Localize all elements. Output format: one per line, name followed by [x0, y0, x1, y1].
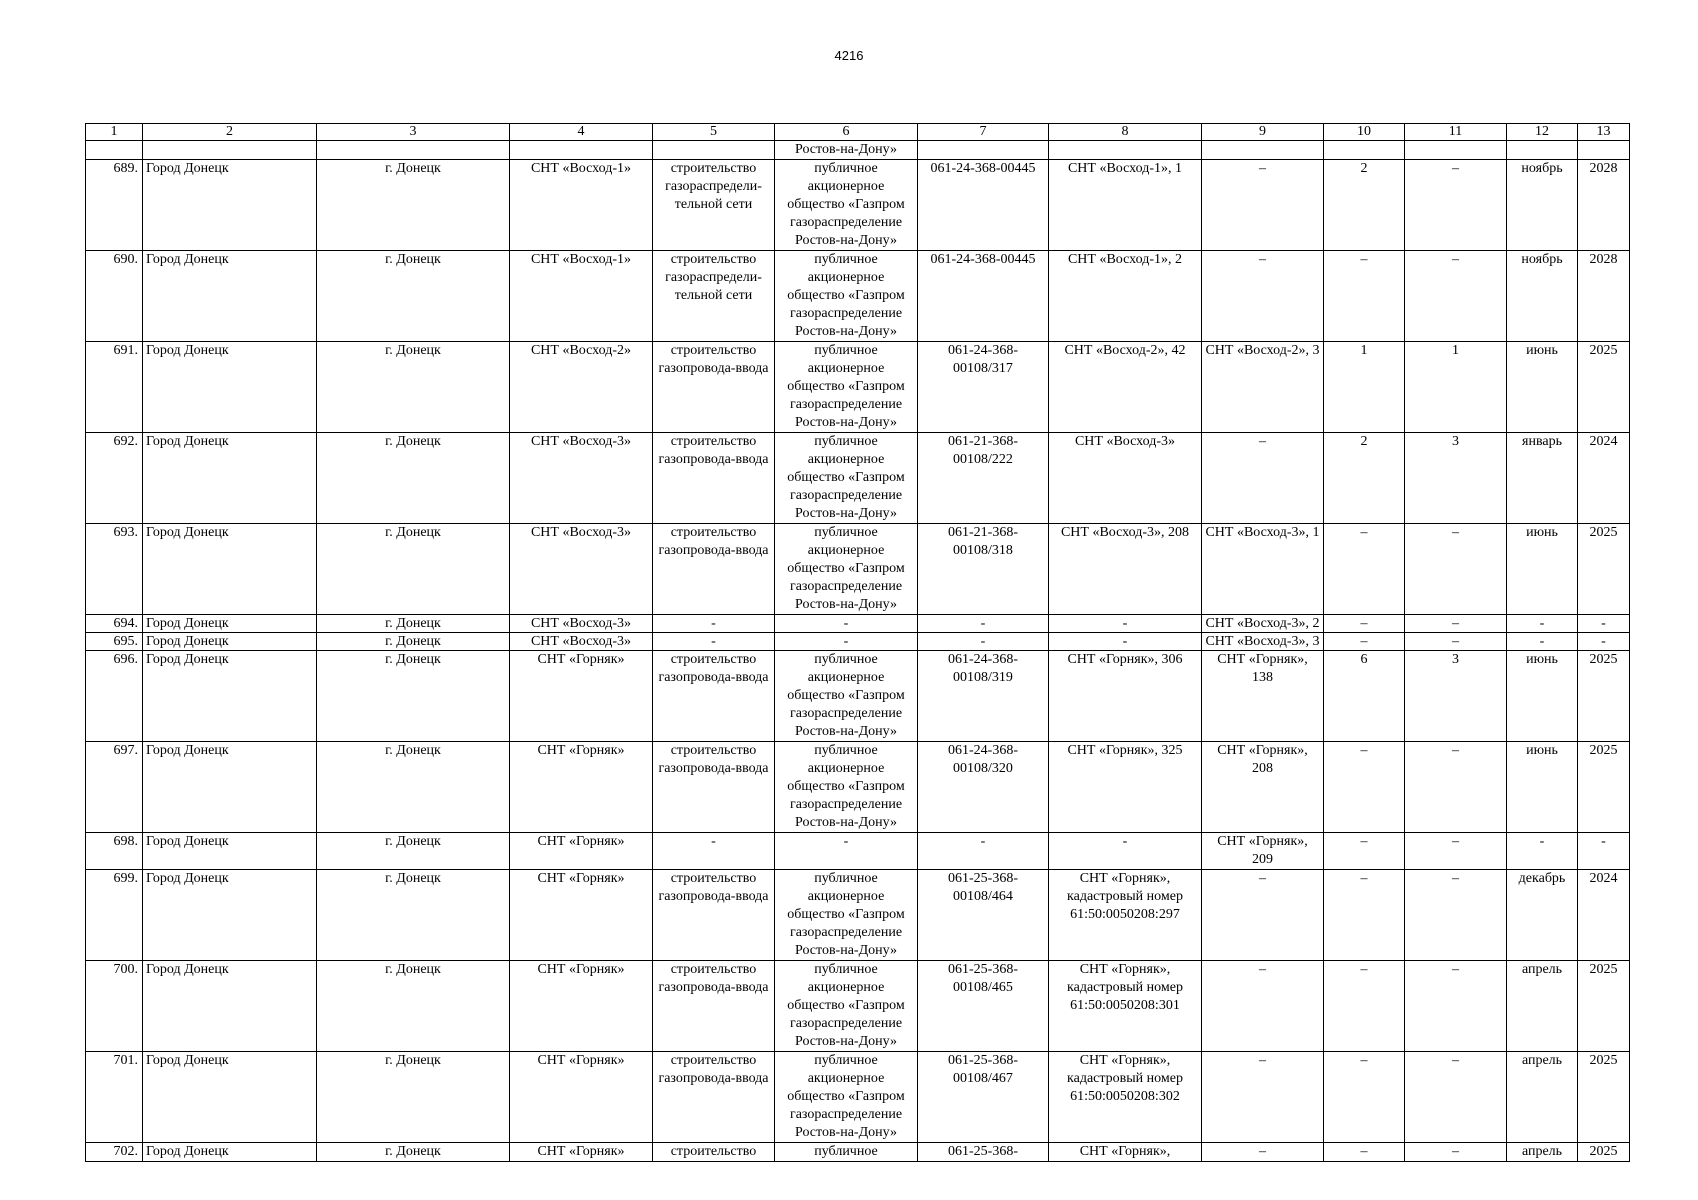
column-number: 6: [775, 124, 918, 141]
work-type-cell: строительство газопровода-ввода: [653, 961, 775, 1052]
month-cell: ноябрь: [1507, 160, 1578, 251]
address-cell: СНТ «Горняк», кадастровый номер 61:50:0050208:297: [1049, 870, 1202, 961]
row-number-cell: 696.: [86, 651, 143, 742]
table-cell: [1324, 141, 1405, 160]
column-number: 7: [918, 124, 1049, 141]
count-cell: –: [1324, 524, 1405, 615]
table-row: [86, 160, 1630, 251]
connection-address-cell: СНТ «Горняк», 138: [1202, 651, 1324, 742]
row-number-cell: 702.: [86, 1143, 143, 1162]
permit-number-cell: 061-21-368-00108/318: [918, 524, 1049, 615]
connection-address-cell: –: [1202, 251, 1324, 342]
count-cell: –: [1405, 160, 1507, 251]
count-cell: –: [1405, 870, 1507, 961]
settlement-cell: г. Донецк: [317, 633, 510, 651]
table-cell: [653, 141, 775, 160]
table-row: [86, 633, 1630, 651]
column-number: 1: [86, 124, 143, 141]
settlement-cell: г. Донецк: [317, 961, 510, 1052]
municipality-cell: Город Донецк: [143, 251, 317, 342]
connection-address-cell: –: [1202, 1052, 1324, 1143]
count-cell: –: [1324, 1052, 1405, 1143]
municipality-cell: Город Донецк: [143, 961, 317, 1052]
table-row: [86, 833, 1630, 870]
operator-cell: -: [775, 615, 918, 633]
year-cell: 2028: [1578, 160, 1630, 251]
row-number-cell: 699.: [86, 870, 143, 961]
table-row: [86, 742, 1630, 833]
row-number-cell: 694.: [86, 615, 143, 633]
column-number: 8: [1049, 124, 1202, 141]
municipality-cell: Город Донецк: [143, 615, 317, 633]
table-cell: [510, 141, 653, 160]
month-cell: -: [1507, 615, 1578, 633]
municipality-cell: Город Донецк: [143, 833, 317, 870]
settlement-cell: г. Донецк: [317, 433, 510, 524]
count-cell: 2: [1324, 433, 1405, 524]
count-cell: –: [1324, 633, 1405, 651]
column-number: 10: [1324, 124, 1405, 141]
settlement-cell: г. Донецк: [317, 651, 510, 742]
object-cell: СНТ «Восход-1»: [510, 160, 653, 251]
table-cell: [1405, 141, 1507, 160]
work-type-cell: строительство газопровода-ввода: [653, 433, 775, 524]
work-type-cell: строительство газопровода-ввода: [653, 870, 775, 961]
permit-number-cell: 061-25-368-00108/467: [918, 1052, 1049, 1143]
connection-address-cell: –: [1202, 961, 1324, 1052]
count-cell: –: [1324, 1143, 1405, 1162]
month-cell: июнь: [1507, 742, 1578, 833]
municipality-cell: Город Донецк: [143, 870, 317, 961]
row-number-cell: 700.: [86, 961, 143, 1052]
count-cell: –: [1405, 961, 1507, 1052]
operator-cell: публичное акционерное общество «Газпром газораспределение Ростов-на-Дону»: [775, 870, 918, 961]
table-cell: [1049, 141, 1202, 160]
connection-address-cell: СНТ «Горняк», 209: [1202, 833, 1324, 870]
address-cell: -: [1049, 615, 1202, 633]
permit-number-cell: 061-25-368-00108/464: [918, 870, 1049, 961]
row-number-cell: 689.: [86, 160, 143, 251]
address-cell: СНТ «Горняк», кадастровый номер 61:50:0050208:301: [1049, 961, 1202, 1052]
column-number: 3: [317, 124, 510, 141]
table-row: [86, 1143, 1630, 1162]
year-cell: 2025: [1578, 342, 1630, 433]
row-number-cell: 701.: [86, 1052, 143, 1143]
address-cell: СНТ «Горняк»,: [1049, 1143, 1202, 1162]
year-cell: -: [1578, 633, 1630, 651]
connection-address-cell: –: [1202, 870, 1324, 961]
table-cell: [143, 141, 317, 160]
count-cell: –: [1405, 524, 1507, 615]
year-cell: 2024: [1578, 433, 1630, 524]
permit-number-cell: 061-21-368-00108/222: [918, 433, 1049, 524]
object-cell: СНТ «Горняк»: [510, 651, 653, 742]
work-type-cell: строительство газопровода-ввода: [653, 1052, 775, 1143]
count-cell: 6: [1324, 651, 1405, 742]
column-number: 9: [1202, 124, 1324, 141]
table-cell: [918, 141, 1049, 160]
object-cell: СНТ «Горняк»: [510, 1143, 653, 1162]
work-type-cell: строительство газопровода-ввода: [653, 524, 775, 615]
operator-cell: публичное акционерное общество «Газпром газораспределение Ростов-на-Дону»: [775, 524, 918, 615]
table-row: [86, 1052, 1630, 1143]
object-cell: СНТ «Восход-1»: [510, 251, 653, 342]
object-cell: СНТ «Горняк»: [510, 961, 653, 1052]
column-number: 4: [510, 124, 653, 141]
settlement-cell: г. Донецк: [317, 870, 510, 961]
operator-cell: -: [775, 633, 918, 651]
operator-cell: Ростов-на-Дону»: [775, 141, 918, 160]
count-cell: 1: [1405, 342, 1507, 433]
table-cell: [1202, 141, 1324, 160]
municipality-cell: Город Донецк: [143, 160, 317, 251]
permit-number-cell: -: [918, 615, 1049, 633]
count-cell: –: [1405, 1143, 1507, 1162]
connection-address-cell: СНТ «Восход-3», 3: [1202, 633, 1324, 651]
continuation-row: [86, 141, 1630, 160]
year-cell: 2025: [1578, 742, 1630, 833]
operator-cell: публичное акционерное общество «Газпром газораспределение Ростов-на-Дону»: [775, 961, 918, 1052]
municipality-cell: Город Донецк: [143, 524, 317, 615]
year-cell: -: [1578, 833, 1630, 870]
work-type-cell: -: [653, 633, 775, 651]
year-cell: 2025: [1578, 524, 1630, 615]
month-cell: январь: [1507, 433, 1578, 524]
month-cell: ноябрь: [1507, 251, 1578, 342]
row-number-cell: 697.: [86, 742, 143, 833]
operator-cell: -: [775, 833, 918, 870]
table-row: [86, 433, 1630, 524]
permit-number-cell: 061-24-368-00108/319: [918, 651, 1049, 742]
municipality-cell: Город Донецк: [143, 433, 317, 524]
count-cell: –: [1405, 742, 1507, 833]
year-cell: 2025: [1578, 961, 1630, 1052]
table-row: [86, 870, 1630, 961]
column-number: 12: [1507, 124, 1578, 141]
row-number-cell: 690.: [86, 251, 143, 342]
object-cell: СНТ «Восход-3»: [510, 615, 653, 633]
year-cell: 2024: [1578, 870, 1630, 961]
row-number-cell: 698.: [86, 833, 143, 870]
operator-cell: публичное акционерное общество «Газпром газораспределение Ростов-на-Дону»: [775, 433, 918, 524]
year-cell: 2028: [1578, 251, 1630, 342]
count-cell: –: [1324, 833, 1405, 870]
address-cell: СНТ «Восход-3», 208: [1049, 524, 1202, 615]
row-number-cell: 692.: [86, 433, 143, 524]
municipality-cell: Город Донецк: [143, 1052, 317, 1143]
work-type-cell: строительство: [653, 1143, 775, 1162]
address-cell: СНТ «Горняк», кадастровый номер 61:50:0050208:302: [1049, 1052, 1202, 1143]
work-type-cell: строительство газопровода-ввода: [653, 742, 775, 833]
year-cell: 2025: [1578, 1143, 1630, 1162]
connection-address-cell: –: [1202, 160, 1324, 251]
column-number-row: [86, 124, 1630, 141]
count-cell: –: [1405, 251, 1507, 342]
settlement-cell: г. Донецк: [317, 160, 510, 251]
object-cell: СНТ «Восход-3»: [510, 524, 653, 615]
table-cell: [1507, 141, 1578, 160]
connection-address-cell: СНТ «Восход-2», 3: [1202, 342, 1324, 433]
permit-number-cell: 061-25-368-00108/465: [918, 961, 1049, 1052]
settlement-cell: г. Донецк: [317, 251, 510, 342]
year-cell: 2025: [1578, 1052, 1630, 1143]
permit-number-cell: 061-24-368-00108/317: [918, 342, 1049, 433]
count-cell: –: [1405, 833, 1507, 870]
row-number-cell: 695.: [86, 633, 143, 651]
month-cell: декабрь: [1507, 870, 1578, 961]
column-number: 11: [1405, 124, 1507, 141]
address-cell: СНТ «Восход-3»: [1049, 433, 1202, 524]
permit-number-cell: 061-24-368-00108/320: [918, 742, 1049, 833]
work-type-cell: -: [653, 833, 775, 870]
object-cell: СНТ «Горняк»: [510, 870, 653, 961]
address-cell: СНТ «Восход-2», 42: [1049, 342, 1202, 433]
column-number: 2: [143, 124, 317, 141]
connection-address-cell: СНТ «Горняк», 208: [1202, 742, 1324, 833]
settlement-cell: г. Донецк: [317, 1052, 510, 1143]
object-cell: СНТ «Восход-2»: [510, 342, 653, 433]
address-cell: СНТ «Восход-1», 1: [1049, 160, 1202, 251]
month-cell: -: [1507, 833, 1578, 870]
municipality-cell: Город Донецк: [143, 342, 317, 433]
address-cell: СНТ «Восход-1», 2: [1049, 251, 1202, 342]
month-cell: июнь: [1507, 524, 1578, 615]
object-cell: СНТ «Восход-3»: [510, 633, 653, 651]
permit-number-cell: -: [918, 833, 1049, 870]
count-cell: –: [1405, 615, 1507, 633]
municipality-cell: Город Донецк: [143, 633, 317, 651]
address-cell: СНТ «Горняк», 325: [1049, 742, 1202, 833]
row-number-cell: 691.: [86, 342, 143, 433]
connection-address-cell: СНТ «Восход-3», 1: [1202, 524, 1324, 615]
month-cell: апрель: [1507, 961, 1578, 1052]
connection-address-cell: СНТ «Восход-3», 2: [1202, 615, 1324, 633]
table-cell: [317, 141, 510, 160]
municipality-cell: Город Донецк: [143, 742, 317, 833]
table-row: [86, 961, 1630, 1052]
object-cell: СНТ «Горняк»: [510, 833, 653, 870]
count-cell: 2: [1324, 160, 1405, 251]
count-cell: –: [1324, 961, 1405, 1052]
work-type-cell: строительство газопровода-ввода: [653, 651, 775, 742]
table-cell: [1578, 141, 1630, 160]
table-row: [86, 342, 1630, 433]
count-cell: 3: [1405, 651, 1507, 742]
settlement-cell: г. Донецк: [317, 342, 510, 433]
count-cell: –: [1324, 870, 1405, 961]
count-cell: –: [1324, 615, 1405, 633]
connection-address-cell: –: [1202, 433, 1324, 524]
count-cell: 3: [1405, 433, 1507, 524]
column-number: 13: [1578, 124, 1630, 141]
column-number: 5: [653, 124, 775, 141]
municipality-cell: Город Донецк: [143, 651, 317, 742]
settlement-cell: г. Донецк: [317, 524, 510, 615]
work-type-cell: -: [653, 615, 775, 633]
settlement-cell: г. Донецк: [317, 833, 510, 870]
permit-number-cell: 061-25-368-: [918, 1143, 1049, 1162]
address-cell: СНТ «Горняк», 306: [1049, 651, 1202, 742]
table-row: [86, 524, 1630, 615]
count-cell: –: [1324, 251, 1405, 342]
year-cell: -: [1578, 615, 1630, 633]
municipality-cell: Город Донецк: [143, 1143, 317, 1162]
operator-cell: публичное акционерное общество «Газпром газораспределение Ростов-на-Дону»: [775, 342, 918, 433]
month-cell: -: [1507, 633, 1578, 651]
operator-cell: публичное акционерное общество «Газпром газораспределение Ростов-на-Дону»: [775, 742, 918, 833]
register-table: [85, 123, 1630, 1162]
table-row: [86, 251, 1630, 342]
operator-cell: публичное акционерное общество «Газпром газораспределение Ростов-на-Дону»: [775, 160, 918, 251]
month-cell: июнь: [1507, 651, 1578, 742]
settlement-cell: г. Донецк: [317, 615, 510, 633]
settlement-cell: г. Донецк: [317, 742, 510, 833]
count-cell: –: [1405, 633, 1507, 651]
month-cell: апрель: [1507, 1052, 1578, 1143]
year-cell: 2025: [1578, 651, 1630, 742]
work-type-cell: строительство газораспредели-тельной сети: [653, 251, 775, 342]
count-cell: –: [1405, 1052, 1507, 1143]
operator-cell: публичное акционерное общество «Газпром газораспределение Ростов-на-Дону»: [775, 1052, 918, 1143]
count-cell: 1: [1324, 342, 1405, 433]
row-number-cell: 693.: [86, 524, 143, 615]
operator-cell: публичное акционерное общество «Газпром газораспределение Ростов-на-Дону»: [775, 651, 918, 742]
object-cell: СНТ «Восход-3»: [510, 433, 653, 524]
table-cell: [86, 141, 143, 160]
month-cell: июнь: [1507, 342, 1578, 433]
address-cell: -: [1049, 833, 1202, 870]
operator-cell: публичное: [775, 1143, 918, 1162]
operator-cell: публичное акционерное общество «Газпром газораспределение Ростов-на-Дону»: [775, 251, 918, 342]
settlement-cell: г. Донецк: [317, 1143, 510, 1162]
count-cell: –: [1324, 742, 1405, 833]
page-number: 4216: [834, 48, 864, 63]
connection-address-cell: –: [1202, 1143, 1324, 1162]
permit-number-cell: 061-24-368-00445: [918, 251, 1049, 342]
table-row: [86, 651, 1630, 742]
work-type-cell: строительство газораспредели-тельной сети: [653, 160, 775, 251]
object-cell: СНТ «Горняк»: [510, 1052, 653, 1143]
work-type-cell: строительство газопровода-ввода: [653, 342, 775, 433]
month-cell: апрель: [1507, 1143, 1578, 1162]
permit-number-cell: 061-24-368-00445: [918, 160, 1049, 251]
address-cell: -: [1049, 633, 1202, 651]
table-row: [86, 615, 1630, 633]
permit-number-cell: -: [918, 633, 1049, 651]
object-cell: СНТ «Горняк»: [510, 742, 653, 833]
